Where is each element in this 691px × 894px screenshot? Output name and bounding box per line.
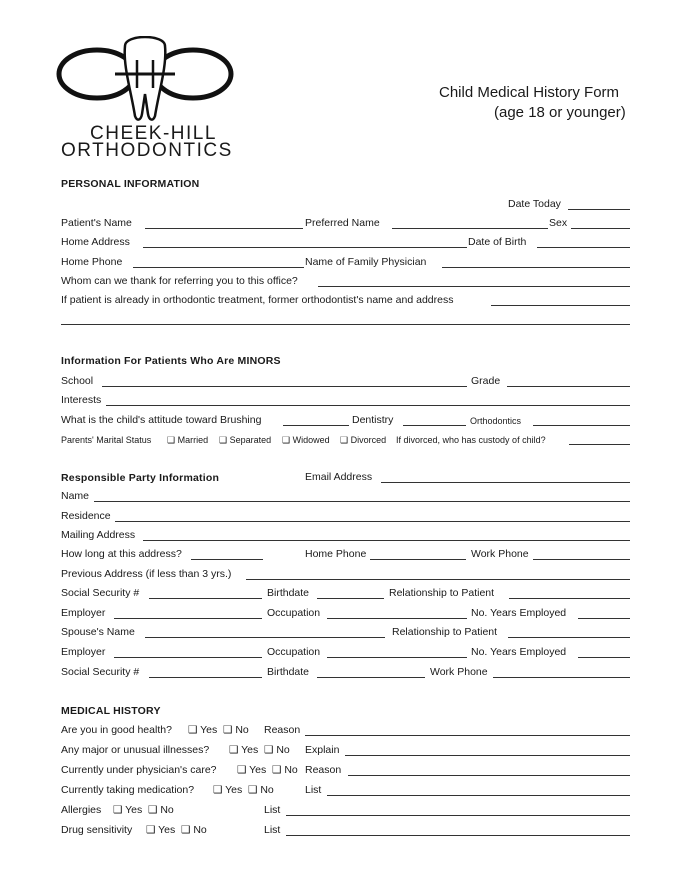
rp-name-field[interactable] (94, 501, 630, 502)
no-label: No (193, 824, 207, 836)
minors-heading: Information For Patients Who Are MINORS (61, 355, 281, 367)
no-label: No (284, 764, 298, 776)
orthodontics-field[interactable] (533, 425, 630, 426)
physician-care-no[interactable]: ❑ No (272, 764, 298, 776)
rp-home-phone-label: Home Phone (305, 548, 367, 560)
preferred-name-field[interactable] (392, 228, 548, 229)
former-ortho-field[interactable] (491, 305, 630, 306)
list2-label: List (264, 804, 281, 816)
years-employed-field[interactable] (578, 618, 630, 619)
drug-sensitivity-yes[interactable]: ❑ Yes (146, 824, 176, 836)
no-label: No (260, 784, 274, 796)
home-address-label: Home Address (61, 236, 130, 248)
spouse-birthdate-field[interactable] (317, 677, 425, 678)
separated-checkbox[interactable]: ❑ Separated (219, 435, 272, 445)
referral-field[interactable] (318, 286, 630, 287)
school-label: School (61, 375, 94, 387)
email-label: Email Address (305, 471, 373, 483)
responsible-heading: Responsible Party Information (61, 472, 220, 484)
spouse-birthdate-label: Birthdate (267, 666, 310, 678)
brushing-field[interactable] (283, 425, 349, 426)
spouse-employer-label: Employer (61, 646, 106, 658)
previous-address-field[interactable] (246, 579, 630, 580)
patient-name-field[interactable] (145, 228, 303, 229)
yes-label: Yes (158, 824, 176, 836)
allergies-list-field[interactable] (286, 815, 630, 816)
physician-care-label: Currently under physician's care? (61, 764, 217, 776)
good-health-label: Are you in good health? (61, 724, 172, 736)
occupation-label: Occupation (267, 607, 321, 619)
grade-field[interactable] (507, 386, 630, 387)
dentistry-label: Dentistry (352, 414, 394, 426)
date-today-field[interactable] (568, 209, 630, 210)
rp-home-phone-field[interactable] (370, 559, 466, 560)
allergies-no[interactable]: ❑ No (148, 804, 174, 816)
drug-sensitivity-label: Drug sensitivity (61, 824, 133, 836)
spouse-employer-field[interactable] (114, 657, 262, 658)
explain-field[interactable] (345, 755, 630, 756)
marital-label: Parents' Marital Status (61, 435, 152, 445)
allergies-yes[interactable]: ❑ Yes (113, 804, 143, 816)
list3-label: List (264, 824, 281, 836)
cheek-hill-logo-icon (55, 36, 240, 122)
spouse-relationship-field[interactable] (508, 637, 630, 638)
physician-care-yes[interactable]: ❑ Yes (237, 764, 267, 776)
form-title: Child Medical History Form (439, 84, 620, 101)
logo-line1: CHEEK-HILL (90, 123, 217, 144)
spouse-ssn-field[interactable] (149, 677, 262, 678)
yes-label: Yes (249, 764, 267, 776)
referral-label: Whom can we thank for referring you to this office? (61, 275, 298, 287)
relationship-field[interactable] (509, 598, 630, 599)
years-employed-label: No. Years Employed (471, 607, 567, 619)
reason-label: Reason (264, 724, 301, 736)
personal-heading: PERSONAL INFORMATION (61, 178, 200, 190)
how-long-field[interactable] (191, 559, 263, 560)
dentistry-field[interactable] (403, 425, 466, 426)
yes-label: Yes (125, 804, 143, 816)
reason-field[interactable] (305, 735, 630, 736)
orthodontics-label: Orthodontics (470, 416, 522, 426)
drug-sensitivity-no[interactable]: ❑ No (181, 824, 207, 836)
rp-work-phone-field[interactable] (533, 559, 630, 560)
rp-work-phone-label: Work Phone (471, 548, 529, 560)
mailing-label: Mailing Address (61, 529, 136, 541)
home-phone-field[interactable] (133, 267, 304, 268)
sex-field[interactable] (571, 228, 630, 229)
medication-label: Currently taking medication? (61, 784, 195, 796)
yes-label: Yes (200, 724, 218, 736)
former-ortho-label: If patient is already in orthodontic treatment, former orthodontist's name and address (61, 294, 454, 306)
sex-label: Sex (549, 217, 568, 229)
illnesses-no[interactable]: ❑ No (264, 744, 290, 756)
spouse-ssn-label: Social Security # (61, 666, 140, 678)
spouse-occupation-label: Occupation (267, 646, 321, 658)
mailing-field[interactable] (143, 540, 630, 541)
spouse-relationship-label: Relationship to Patient (392, 626, 498, 638)
spouse-work-phone-field[interactable] (493, 677, 630, 678)
interests-label: Interests (61, 394, 102, 406)
medication-list-field[interactable] (327, 795, 630, 796)
interests-field[interactable] (106, 405, 630, 406)
previous-address-label: Previous Address (if less than 3 yrs.) (61, 568, 232, 580)
reason2-field[interactable] (348, 775, 630, 776)
medication-yes[interactable]: ❑ Yes (213, 784, 243, 796)
school-field[interactable] (102, 386, 467, 387)
custody-label: If divorced, who has custody of child? (396, 435, 546, 445)
patient-name-label: Patient's Name (61, 217, 132, 229)
date-today-label: Date Today (508, 198, 561, 210)
residence-field[interactable] (115, 521, 630, 522)
good-health-no[interactable]: ❑ No (223, 724, 249, 736)
form-subtitle: (age 18 or younger) (494, 104, 626, 121)
reason2-label: Reason (305, 764, 342, 776)
drug-list-field[interactable] (286, 835, 630, 836)
birthdate-field[interactable] (317, 598, 384, 599)
no-label: No (276, 744, 290, 756)
home-phone-label: Home Phone (61, 256, 123, 268)
ssn-label: Social Security # (61, 587, 140, 599)
birthdate-label: Birthdate (267, 587, 310, 599)
residence-label: Residence (61, 510, 111, 522)
spouse-occupation-field[interactable] (327, 657, 467, 658)
how-long-label: How long at this address? (61, 548, 182, 560)
spouse-work-phone-label: Work Phone (430, 666, 488, 678)
married-checkbox[interactable]: ❑ Married (167, 435, 209, 445)
good-health-yes[interactable]: ❑ Yes (188, 724, 218, 736)
custody-field[interactable] (569, 444, 630, 445)
relationship-label: Relationship to Patient (389, 587, 495, 599)
employer-label: Employer (61, 607, 106, 619)
spouse-years-label: No. Years Employed (471, 646, 567, 658)
list-label: List (305, 784, 322, 796)
former-ortho-field-2[interactable] (61, 324, 630, 325)
illnesses-label: Any major or unusual illnesses? (61, 744, 210, 756)
ssn-field[interactable] (149, 598, 262, 599)
divorced-label: Divorced (350, 435, 387, 445)
occupation-field[interactable] (327, 618, 467, 619)
yes-label: Yes (225, 784, 243, 796)
email-field[interactable] (381, 482, 630, 483)
grade-label: Grade (471, 375, 501, 387)
home-address-field[interactable] (143, 247, 467, 248)
physician-label: Name of Family Physician (305, 256, 427, 268)
dob-field[interactable] (537, 247, 630, 248)
spouse-name-field[interactable] (145, 637, 385, 638)
no-label: No (235, 724, 249, 736)
illnesses-yes[interactable]: ❑ Yes (229, 744, 259, 756)
widowed-label: Widowed (292, 435, 330, 445)
logo-line2: ORTHODONTICS (61, 140, 233, 161)
widowed-checkbox[interactable]: ❑ Widowed (282, 435, 330, 445)
spouse-name-label: Spouse's Name (61, 626, 135, 638)
divorced-checkbox[interactable]: ❑ Divorced (340, 435, 387, 445)
yes-label: Yes (241, 744, 259, 756)
married-label: Married (177, 435, 209, 445)
allergies-label: Allergies (61, 804, 102, 816)
explain-label: Explain (305, 744, 340, 756)
attitude-label: What is the child's attitude toward Brushing (61, 414, 262, 426)
spouse-years-field[interactable] (578, 657, 630, 658)
rp-name-label: Name (61, 490, 90, 502)
separated-label: Separated (229, 435, 272, 445)
preferred-name-label: Preferred Name (305, 217, 380, 229)
no-label: No (160, 804, 174, 816)
medical-heading: MEDICAL HISTORY (61, 705, 161, 717)
employer-field[interactable] (114, 618, 262, 619)
physician-field[interactable] (442, 267, 630, 268)
dob-label: Date of Birth (468, 236, 527, 248)
medication-no[interactable]: ❑ No (248, 784, 274, 796)
